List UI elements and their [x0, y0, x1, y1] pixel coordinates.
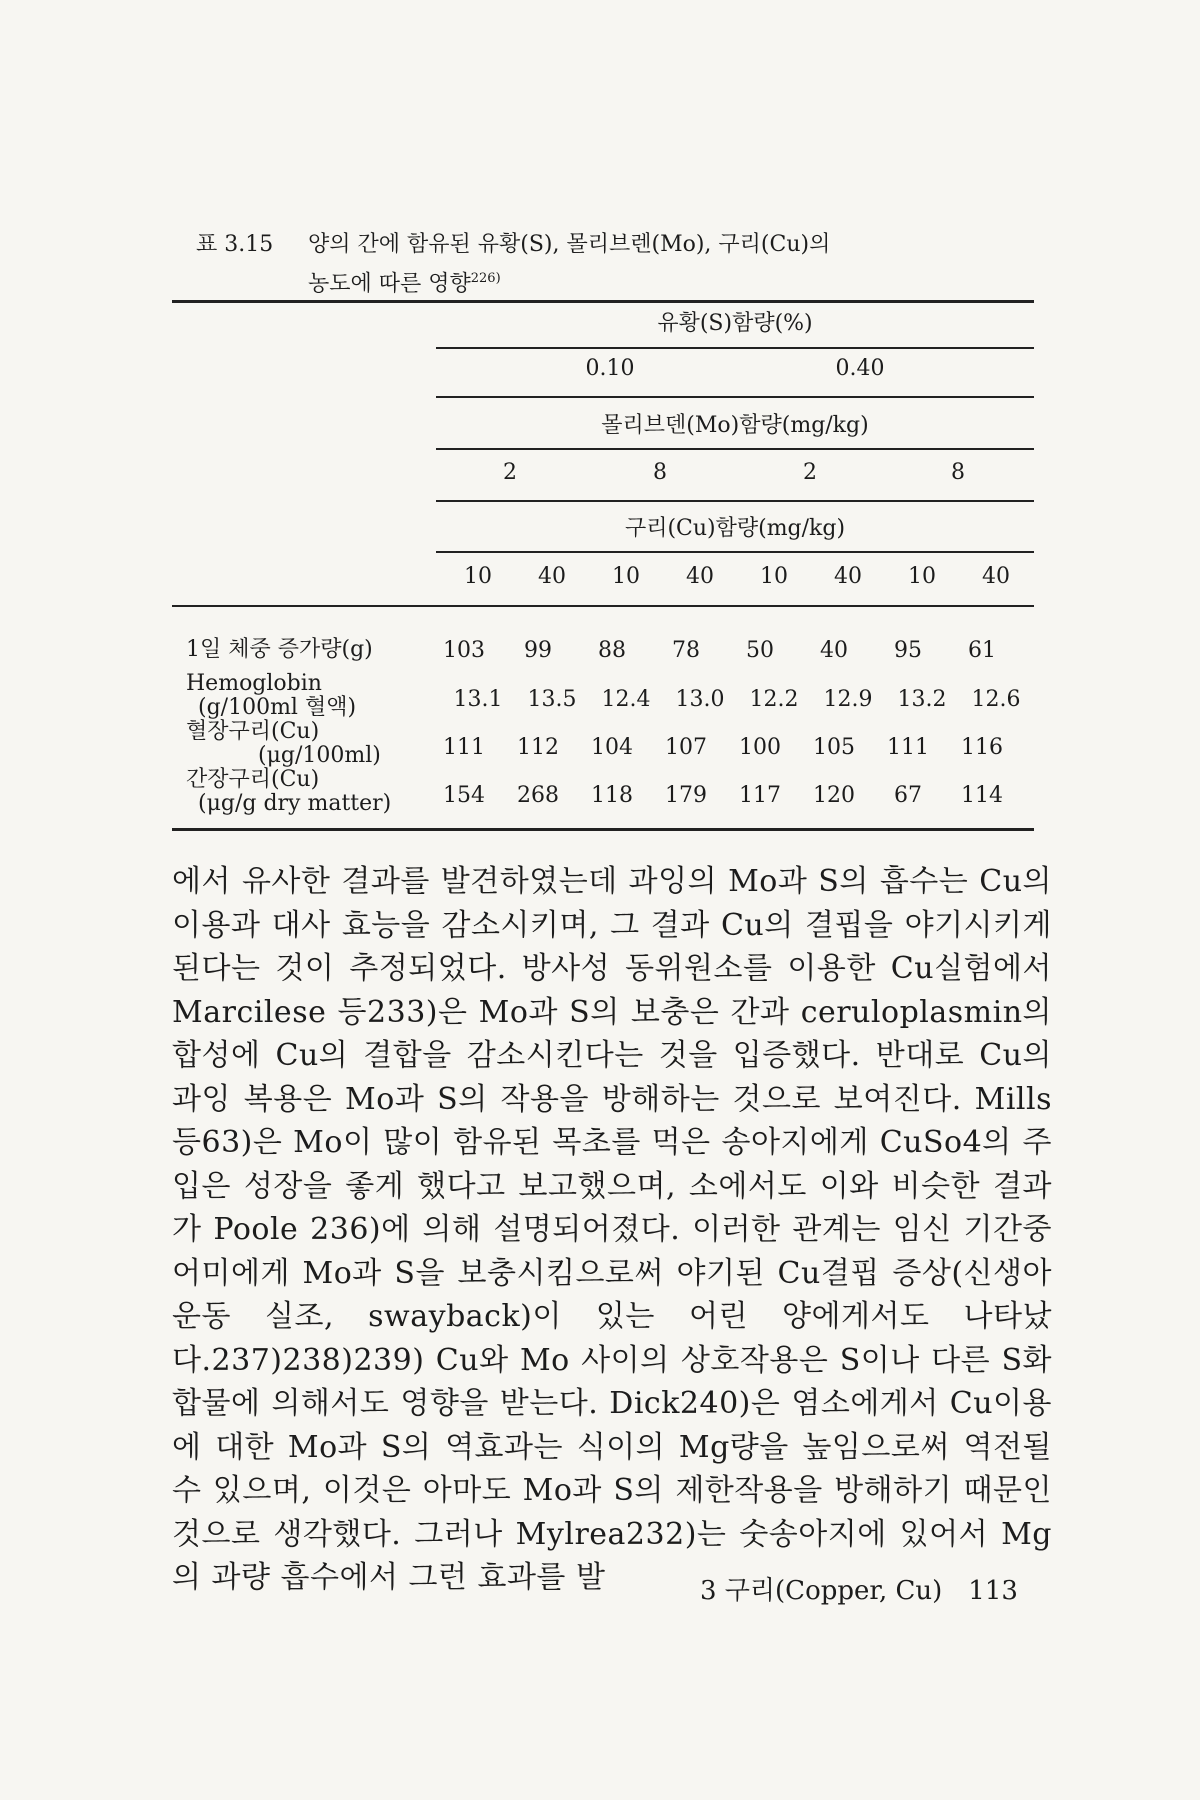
page-number: 113 — [968, 1576, 1018, 1606]
mo-level-2: 8 — [653, 460, 667, 485]
mo-levels-rule — [436, 500, 1034, 502]
cu-level: 10 — [908, 564, 936, 589]
table-cell: 179 — [665, 783, 707, 808]
caption-reference: 226) — [470, 271, 501, 286]
sulfur-content-header: 유황(S)함량(%) — [657, 311, 813, 336]
table-cell: 13.0 — [675, 687, 725, 712]
body-text: 에서 유사한 결과를 발견하였는데 과잉의 Mo과 S의 흡수는 Cu의 이용과 대사 효능을 감소시키며, 그 결과 Cu의 결핍을 야기시키게 된다는 것이 추정되었다. 방사성 동위원소를 이용한 Cu실험에서 Marcilese 등233)은 Mo과 S의 보충은 간과 ceruloplasmin의 합성에 Cu의 결합을 감소시킨다는 것을 입증했다. 반대로 Cu의 과잉 복용은 Mo과 S의 작용을 방해하는 것으로 보여진다. Mills 등63)은 Mo이 많이 함유된 목초를 먹은 송아지에게 CuSo4의 주입은 성장을 좋게 했다고 보고했으며, 소에서도 이와 비슷한 결과가 Poole 236)에 의해 설명되어졌다. 이러한 관계는 임신 기간중 어미에게 Mo과 S을 보충시킴으로써 야기된 Cu결핍 증상(신생아 운동 실조, swayback)이 있는 어린 양에게서도 나타났다.237)238)239) Cu와 Mo 사이의 상호작용은 S이나 다른 S화합물에 의해서도 영향을 받는다. Dick240)은 염소에게서 Cu이용에 대한 Mo과 S의 역효과는 식이의 Mg량을 높임으로써 역전될 수 있으며, 이것은 아마도 Mo과 S의 제한작용을 방해하기 때문인 것으로 생각했다. 그러나 Mylrea232)는 숫송아지에 있어서 Mg의 과량 흡수에서 그런 효과를 발 — [172, 864, 1052, 1595]
body-paragraph — [172, 860, 1052, 1600]
table-cell: 154 — [443, 783, 485, 808]
row-label-line: (μg/g dry matter) — [198, 791, 392, 816]
mo-level-3: 2 — [803, 460, 817, 485]
table-top-rule — [172, 300, 1034, 303]
running-footer-chapter: 3 구리(Copper, Cu) — [700, 1576, 943, 1606]
cu-level: 40 — [686, 564, 714, 589]
table-cell: 111 — [443, 735, 485, 760]
table-cell: 103 — [443, 638, 485, 663]
table-cell: 107 — [665, 735, 707, 760]
cu-level: 40 — [982, 564, 1010, 589]
cu-level: 10 — [760, 564, 788, 589]
row-label-liver-copper — [186, 768, 391, 816]
table-cell: 13.5 — [527, 687, 577, 712]
caption-line-1: 양의 간에 함유된 유황(S), 몰리브렌(Mo), 구리(Cu)의 — [308, 232, 831, 257]
caption-line-2 — [308, 262, 501, 301]
cu-level: 40 — [538, 564, 566, 589]
table-cell: 50 — [746, 638, 774, 663]
caption-line-2-text: 농도에 따른 영향 — [308, 271, 471, 297]
table-cell: 112 — [517, 735, 559, 760]
table-cell: 13.2 — [897, 687, 947, 712]
row-label-line: (μg/100ml) — [258, 743, 381, 768]
table-cell: 40 — [820, 638, 848, 663]
table-cell: 12.6 — [971, 687, 1021, 712]
mo-header-rule — [436, 448, 1034, 450]
mo-level-4: 8 — [951, 460, 965, 485]
table-number: 표 3.15 — [196, 232, 274, 257]
table-cell: 12.2 — [749, 687, 799, 712]
table-cell: 114 — [961, 783, 1003, 808]
row-label-weight-gain — [186, 638, 373, 662]
table-cell: 88 — [598, 638, 626, 663]
table-bottom-rule — [172, 828, 1034, 831]
cu-content-header: 구리(Cu)함량(mg/kg) — [624, 516, 846, 541]
row-label-line: Hemoglobin — [186, 671, 322, 696]
sulfur-levels-rule — [436, 396, 1034, 398]
mo-content-header: 몰리브덴(Mo)함량(mg/kg) — [601, 413, 869, 438]
table-cell: 95 — [894, 638, 922, 663]
table-cell: 100 — [739, 735, 781, 760]
cu-level: 10 — [612, 564, 640, 589]
table-cell: 12.4 — [601, 687, 651, 712]
row-label-line: 혈장구리(Cu) — [186, 719, 320, 744]
page-footer — [700, 1570, 1018, 1607]
table-cell: 117 — [739, 783, 781, 808]
table-cell: 78 — [672, 638, 700, 663]
row-label-line: 1일 체중 증가량(g) — [186, 637, 373, 662]
table-cell: 111 — [887, 735, 929, 760]
cu-level: 40 — [834, 564, 862, 589]
table-cell: 105 — [813, 735, 855, 760]
mo-level-1: 2 — [503, 460, 517, 485]
cu-levels-rule — [172, 605, 1034, 607]
row-label-line: 간장구리(Cu) — [186, 767, 320, 792]
sulfur-header-rule — [436, 347, 1034, 349]
row-label-line: (g/100ml 혈액) — [198, 695, 357, 720]
row-label-plasma-copper — [186, 720, 381, 768]
table-cell: 67 — [894, 783, 922, 808]
cu-level: 10 — [464, 564, 492, 589]
row-label-hemoglobin — [186, 672, 356, 720]
table-cell: 116 — [961, 735, 1003, 760]
sulfur-level-1: 0.10 — [585, 356, 635, 381]
table-cell: 12.9 — [823, 687, 873, 712]
table-cell: 120 — [813, 783, 855, 808]
table-cell: 99 — [524, 638, 552, 663]
table-cell: 61 — [968, 638, 996, 663]
cu-header-rule — [436, 551, 1034, 553]
sulfur-level-2: 0.40 — [835, 356, 885, 381]
table-cell: 268 — [517, 783, 559, 808]
table-cell: 118 — [591, 783, 633, 808]
table-cell: 13.1 — [453, 687, 503, 712]
table-cell: 104 — [591, 735, 633, 760]
